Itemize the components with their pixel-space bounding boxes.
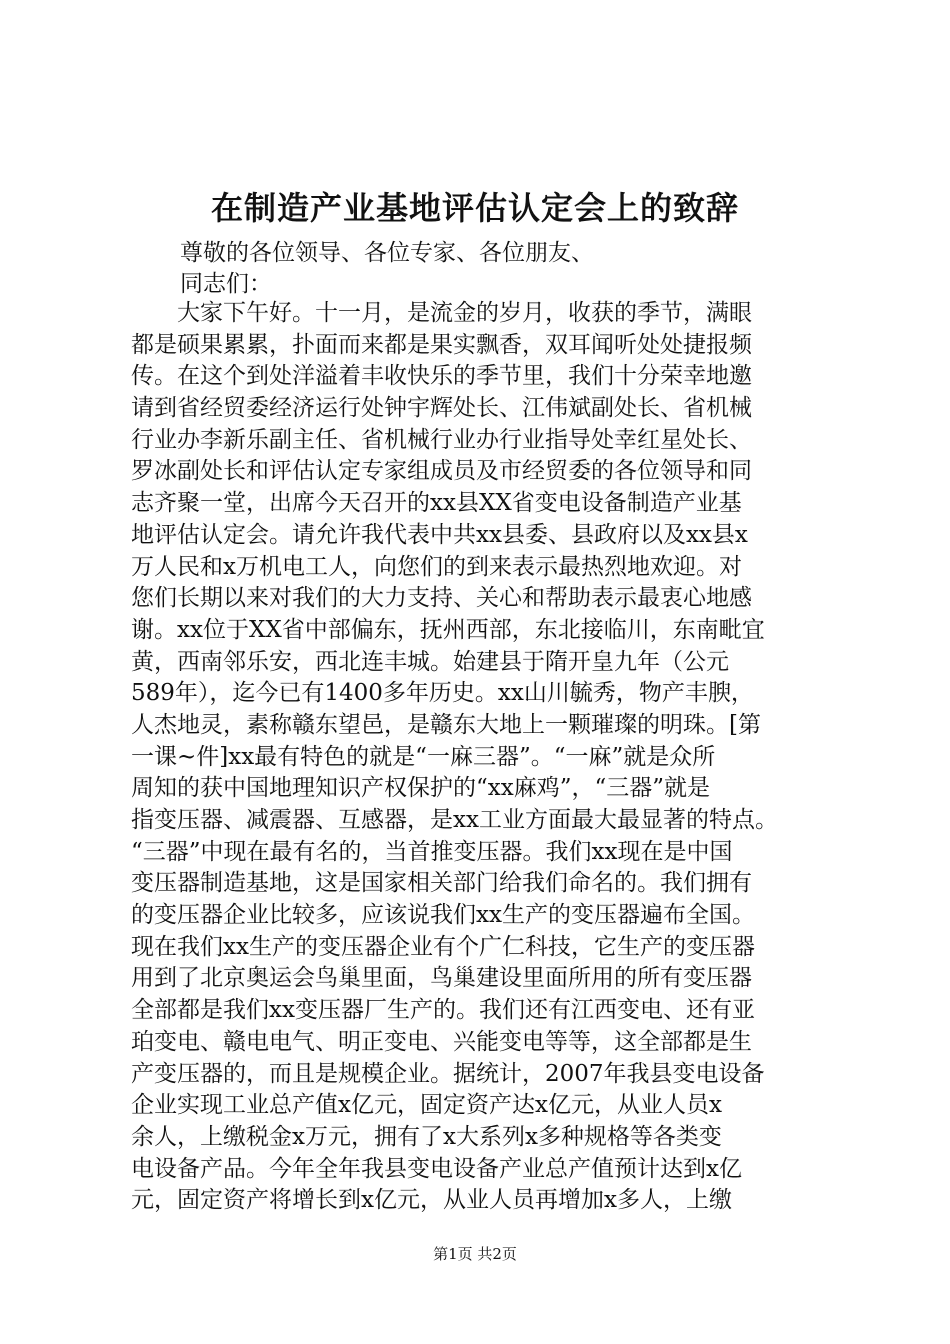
body-line: 余人，上缴税金x万元，拥有了x大系列x多种规格等各类变 bbox=[131, 1123, 722, 1150]
body-line: 传。在这个到处洋溢着丰收快乐的季节里，我们十分荣幸地邀 bbox=[131, 363, 752, 390]
body-line: 您们长期以来对我们的大力支持、关心和帮助表示最衷心地感 bbox=[131, 585, 752, 612]
body-line: “三器”中现在最有名的，当首推变压器。我们xx现在是中国 bbox=[131, 838, 733, 865]
salutation-line: 同志们： bbox=[180, 271, 272, 297]
body-line: 产变压器的，而且是规模企业。据统计，2007年我县变电设备 bbox=[131, 1060, 765, 1087]
body-paragraph bbox=[131, 298, 831, 1217]
salutation-line: 尊敬的各位领导、各位专家、各位朋友、 bbox=[180, 240, 594, 266]
body-line: 一课~件]xx最有特色的就是“一麻三器”。“一麻”就是众所 bbox=[131, 743, 716, 770]
body-line: 用到了北京奥运会鸟巢里面，鸟巢建设里面所用的所有变压器 bbox=[131, 965, 752, 992]
body-line: 企业实现工业总产值x亿元，固定资产达x亿元，从业人员x bbox=[131, 1092, 722, 1119]
body-line: 都是硕果累累，扑面而来都是果实飘香，双耳闻听处处捷报频 bbox=[131, 331, 752, 358]
body-line: 指变压器、减震器、互感器，是xx工业方面最大最显著的特点。 bbox=[131, 807, 778, 833]
body-line: 大家下午好。十一月，是流金的岁月，收获的季节，满眼 bbox=[177, 300, 752, 326]
body-line: 谢。xx位于XX省中部偏东，抚州西部，东北接临川，东南毗宜 bbox=[131, 616, 765, 643]
body-line: 珀变电、赣电电气、明正变电、兴能变电等等，这全部都是生 bbox=[131, 1028, 752, 1055]
page-title: 在制造产业基地评估认定会上的致辞 bbox=[210, 189, 739, 227]
body-line: 黄，西南邻乐安，西北连丰城。始建县于隋开皇九年（公元 bbox=[131, 648, 729, 675]
page-number-footer: 第1页 共2页 bbox=[433, 1245, 517, 1263]
body-line: 589年），迄今已有1400多年历史。xx山川毓秀，物产丰腴， bbox=[131, 680, 754, 707]
body-line: 全部都是我们xx变压器厂生产的。我们还有江西变电、还有亚 bbox=[131, 997, 755, 1024]
body-line: 元，固定资产将增长到x亿元，从业人员再增加x多人，上缴 bbox=[131, 1187, 732, 1214]
body-line: 现在我们xx生产的变压器企业有个广仁科技，它生产的变压器 bbox=[131, 933, 755, 960]
body-line: 罗冰副处长和评估认定专家组成员及市经贸委的各位领导和同 bbox=[131, 458, 752, 485]
body-line: 人杰地灵，素称赣东望邑，是赣东大地上一颗璀璨的明珠。[第 bbox=[131, 711, 761, 738]
body-line: 的变压器企业比较多，应该说我们xx生产的变压器遍布全国。 bbox=[131, 902, 755, 929]
body-line: 变压器制造基地，这是国家相关部门给我们命名的。我们拥有 bbox=[131, 870, 752, 897]
body-line: 志齐聚一堂，出席今天召开的xx县XX省变电设备制造产业基 bbox=[131, 490, 742, 517]
body-line: 电设备产品。今年全年我县变电设备产业总产值预计达到x亿 bbox=[131, 1155, 742, 1182]
body-line: 行业办李新乐副主任、省机械行业办行业指导处幸红星处长、 bbox=[131, 426, 752, 453]
body-line: 周知的获中国地理知识产权保护的“xx麻鸡”，“三器”就是 bbox=[131, 775, 710, 802]
body-line: 请到省经贸委经济运行处钟宇辉处长、江伟斌副处长、省机械 bbox=[131, 395, 752, 422]
body-line: 地评估认定会。请允许我代表中共xx县委、县政府以及xx县x bbox=[131, 521, 748, 548]
body-line: 万人民和x万机电工人，向您们的到来表示最热烈地欢迎。对 bbox=[131, 553, 742, 580]
